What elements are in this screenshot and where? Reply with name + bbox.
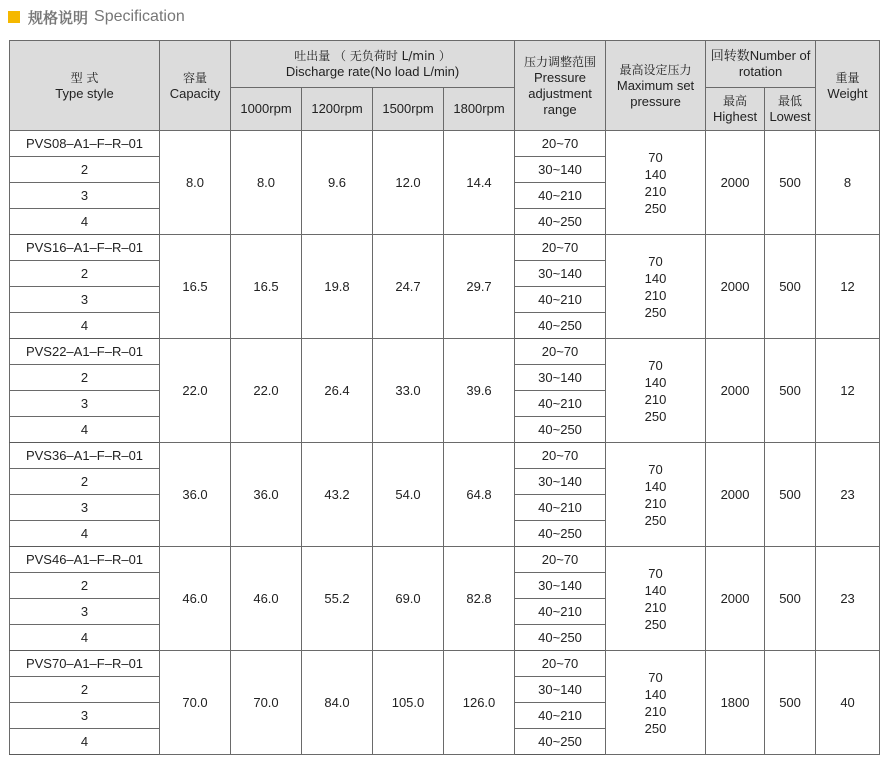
model-cell: PVS36–A1–F–R–01 — [10, 443, 160, 469]
rate-1000-cell: 36.0 — [231, 443, 302, 547]
pressure-range-cell: 20~70 — [515, 443, 606, 469]
max-set-pressure-value: 210 — [644, 495, 667, 511]
header-rpm-1200: 1200rpm — [302, 88, 373, 131]
max-set-pressure-cell — [606, 339, 706, 443]
capacity-cell: 22.0 — [160, 339, 231, 443]
pressure-range-cell: 20~70 — [515, 339, 606, 365]
model-cell: PVS70–A1–F–R–01 — [10, 651, 160, 677]
max-set-pressure-value: 210 — [644, 599, 667, 615]
capacity-cell: 36.0 — [160, 443, 231, 547]
pressure-range-cell: 30~140 — [515, 677, 606, 703]
max-set-pressure-value: 140 — [644, 374, 667, 390]
weight-cell: 23 — [816, 547, 880, 651]
weight-cell: 12 — [816, 235, 880, 339]
max-set-pressure-value: 70 — [648, 149, 663, 165]
header-rpm-1500: 1500rpm — [373, 88, 444, 131]
lowest-cell: 500 — [765, 547, 816, 651]
rate-1000-cell: 22.0 — [231, 339, 302, 443]
rate-1200-cell: 9.6 — [302, 131, 373, 235]
weight-cell: 8 — [816, 131, 880, 235]
max-set-pressure-value: 250 — [644, 616, 667, 632]
header-rpm-1000: 1000rpm — [231, 88, 302, 131]
table-row — [10, 547, 880, 573]
rate-1800-cell: 126.0 — [444, 651, 515, 755]
model-sub-cell: 2 — [10, 573, 160, 599]
capacity-cell: 16.5 — [160, 235, 231, 339]
max-set-pressure-value: 250 — [644, 720, 667, 736]
model-sub-cell: 2 — [10, 469, 160, 495]
table-body — [10, 131, 880, 755]
rate-1800-cell: 39.6 — [444, 339, 515, 443]
specification-table — [9, 40, 880, 755]
header-pressure-range: 压力调整范围 Pressure adjustment range — [515, 41, 606, 131]
highest-cell: 2000 — [706, 131, 765, 235]
lowest-cell: 500 — [765, 131, 816, 235]
model-sub-cell: 3 — [10, 599, 160, 625]
rate-1000-cell: 70.0 — [231, 651, 302, 755]
model-sub-cell: 2 — [10, 365, 160, 391]
max-set-pressure-cell — [606, 235, 706, 339]
max-set-pressure-value: 70 — [648, 565, 663, 581]
highest-cell: 2000 — [706, 547, 765, 651]
highest-cell: 1800 — [706, 651, 765, 755]
model-sub-cell: 3 — [10, 391, 160, 417]
header-rpm-1800: 1800rpm — [444, 88, 515, 131]
model-sub-cell: 4 — [10, 417, 160, 443]
model-sub-cell: 4 — [10, 313, 160, 339]
max-set-pressure-cell — [606, 131, 706, 235]
max-set-pressure-cell — [606, 547, 706, 651]
model-sub-cell: 3 — [10, 703, 160, 729]
rate-1800-cell: 14.4 — [444, 131, 515, 235]
rate-1500-cell: 33.0 — [373, 339, 444, 443]
lowest-cell: 500 — [765, 339, 816, 443]
pressure-range-cell: 20~70 — [515, 547, 606, 573]
lowest-cell: 500 — [765, 443, 816, 547]
title-marker-icon — [8, 11, 20, 23]
max-set-pressure-value: 140 — [644, 270, 667, 286]
pressure-range-cell: 40~250 — [515, 729, 606, 755]
max-set-pressure-value: 140 — [644, 582, 667, 598]
max-set-pressure-value: 210 — [644, 183, 667, 199]
rate-1500-cell: 54.0 — [373, 443, 444, 547]
model-sub-cell: 3 — [10, 287, 160, 313]
max-set-pressure-cell — [606, 651, 706, 755]
model-sub-cell: 2 — [10, 677, 160, 703]
max-set-pressure-value: 70 — [648, 253, 663, 269]
header-capacity: 容量 Capacity — [160, 41, 231, 131]
weight-cell: 12 — [816, 339, 880, 443]
model-sub-cell: 4 — [10, 209, 160, 235]
pressure-range-cell: 40~210 — [515, 703, 606, 729]
pressure-range-cell: 30~140 — [515, 365, 606, 391]
pressure-range-cell: 30~140 — [515, 261, 606, 287]
rate-1800-cell: 82.8 — [444, 547, 515, 651]
max-set-pressure-value: 140 — [644, 166, 667, 182]
model-cell: PVS16–A1–F–R–01 — [10, 235, 160, 261]
rate-1800-cell: 29.7 — [444, 235, 515, 339]
highest-cell: 2000 — [706, 339, 765, 443]
capacity-cell: 8.0 — [160, 131, 231, 235]
max-set-pressure-value: 210 — [644, 703, 667, 719]
pressure-range-cell: 40~250 — [515, 209, 606, 235]
max-set-pressure-value: 210 — [644, 391, 667, 407]
title-zh: 规格说明 — [28, 8, 89, 27]
header-max-set-pressure: 最高设定压力 Maximum set pressure — [606, 41, 706, 131]
pressure-range-cell: 30~140 — [515, 469, 606, 495]
pressure-range-cell: 30~140 — [515, 573, 606, 599]
rate-1200-cell: 43.2 — [302, 443, 373, 547]
pressure-range-cell: 20~70 — [515, 235, 606, 261]
max-set-pressure-value: 70 — [648, 669, 663, 685]
model-sub-cell: 2 — [10, 261, 160, 287]
lowest-cell: 500 — [765, 235, 816, 339]
rate-1800-cell: 64.8 — [444, 443, 515, 547]
pressure-range-cell: 40~250 — [515, 313, 606, 339]
rate-1000-cell: 16.5 — [231, 235, 302, 339]
pressure-range-cell: 40~210 — [515, 183, 606, 209]
header-rotation: 回转数Number of rotation — [706, 41, 816, 88]
table-header — [10, 41, 880, 131]
weight-cell: 23 — [816, 443, 880, 547]
max-set-pressure-value: 70 — [648, 357, 663, 373]
highest-cell: 2000 — [706, 235, 765, 339]
model-sub-cell: 3 — [10, 495, 160, 521]
rate-1200-cell: 55.2 — [302, 547, 373, 651]
max-set-pressure-value: 250 — [644, 200, 667, 216]
table-row — [10, 443, 880, 469]
max-set-pressure-value: 70 — [648, 461, 663, 477]
rate-1500-cell: 12.0 — [373, 131, 444, 235]
pressure-range-cell: 20~70 — [515, 651, 606, 677]
rate-1200-cell: 26.4 — [302, 339, 373, 443]
rate-1000-cell: 46.0 — [231, 547, 302, 651]
table-row — [10, 131, 880, 157]
capacity-cell: 46.0 — [160, 547, 231, 651]
header-weight: 重量 Weight — [816, 41, 880, 131]
header-type: 型 式 Type style — [10, 41, 160, 131]
table-row — [10, 339, 880, 365]
model-sub-cell: 4 — [10, 625, 160, 651]
max-set-pressure-value: 250 — [644, 304, 667, 320]
model-sub-cell: 2 — [10, 157, 160, 183]
max-set-pressure-cell — [606, 443, 706, 547]
pressure-range-cell: 40~210 — [515, 495, 606, 521]
section-title — [8, 6, 185, 28]
header-discharge: 吐出量 （ 无负荷时 L/min ） Discharge rate(No load L/min) — [231, 41, 515, 88]
pressure-range-cell: 40~210 — [515, 599, 606, 625]
pressure-range-cell: 30~140 — [515, 157, 606, 183]
model-cell: PVS46–A1–F–R–01 — [10, 547, 160, 573]
model-sub-cell: 4 — [10, 729, 160, 755]
header-lowest: 最低 Lowest — [765, 88, 816, 131]
header-highest: 最高 Highest — [706, 88, 765, 131]
table-row — [10, 235, 880, 261]
model-sub-cell: 3 — [10, 183, 160, 209]
rate-1000-cell: 8.0 — [231, 131, 302, 235]
capacity-cell: 70.0 — [160, 651, 231, 755]
lowest-cell: 500 — [765, 651, 816, 755]
weight-cell: 40 — [816, 651, 880, 755]
table-row — [10, 651, 880, 677]
max-set-pressure-value: 210 — [644, 287, 667, 303]
highest-cell: 2000 — [706, 443, 765, 547]
max-set-pressure-value: 140 — [644, 686, 667, 702]
model-cell: PVS22–A1–F–R–01 — [10, 339, 160, 365]
rate-1200-cell: 84.0 — [302, 651, 373, 755]
max-set-pressure-value: 140 — [644, 478, 667, 494]
pressure-range-cell: 40~250 — [515, 625, 606, 651]
model-sub-cell: 4 — [10, 521, 160, 547]
rate-1500-cell: 105.0 — [373, 651, 444, 755]
rate-1500-cell: 24.7 — [373, 235, 444, 339]
max-set-pressure-value: 250 — [644, 512, 667, 528]
model-cell: PVS08–A1–F–R–01 — [10, 131, 160, 157]
max-set-pressure-value: 250 — [644, 408, 667, 424]
rate-1200-cell: 19.8 — [302, 235, 373, 339]
pressure-range-cell: 40~250 — [515, 521, 606, 547]
pressure-range-cell: 40~210 — [515, 391, 606, 417]
rate-1500-cell: 69.0 — [373, 547, 444, 651]
pressure-range-cell: 40~210 — [515, 287, 606, 313]
pressure-range-cell: 40~250 — [515, 417, 606, 443]
pressure-range-cell: 20~70 — [515, 131, 606, 157]
title-en: Specification — [94, 8, 185, 25]
